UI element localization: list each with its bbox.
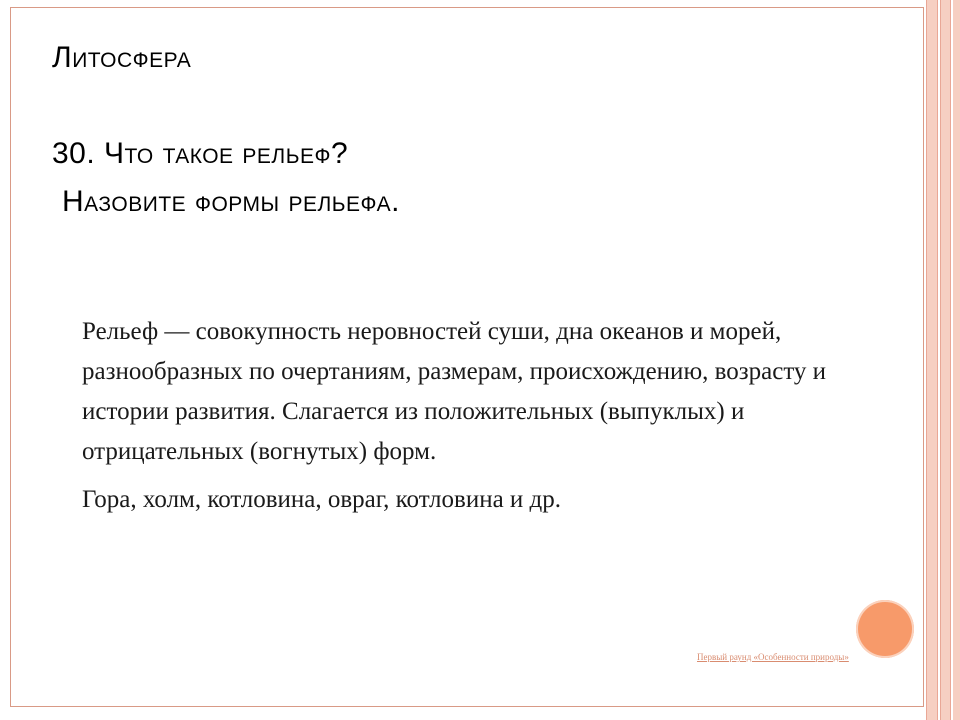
title-question-cont: Назовите формы рельефа. [62, 185, 400, 218]
slide-body [82, 312, 902, 520]
title-spacer [52, 82, 872, 130]
answer-examples: Гора, холм, котловина, овраг, котловина и др. [82, 486, 562, 513]
title-question: 30. Что такое рельеф? [52, 137, 349, 170]
slide-title [52, 34, 872, 226]
answer-definition: Рельеф — совокупность неровностей суши, дна океанов и морей, разнообразных по очертаниям, размерам, происхождению, возрасту и истории развития. Слагается из положительных (выпуклых) и отрицательных (вогнутых) форм. [82, 318, 827, 465]
decorative-stripes [924, 0, 960, 720]
title-topic: Литосфера [52, 41, 192, 74]
footer-link[interactable]: Первый раунд «Особенности природы» [697, 652, 849, 662]
decorative-circle [856, 600, 914, 658]
